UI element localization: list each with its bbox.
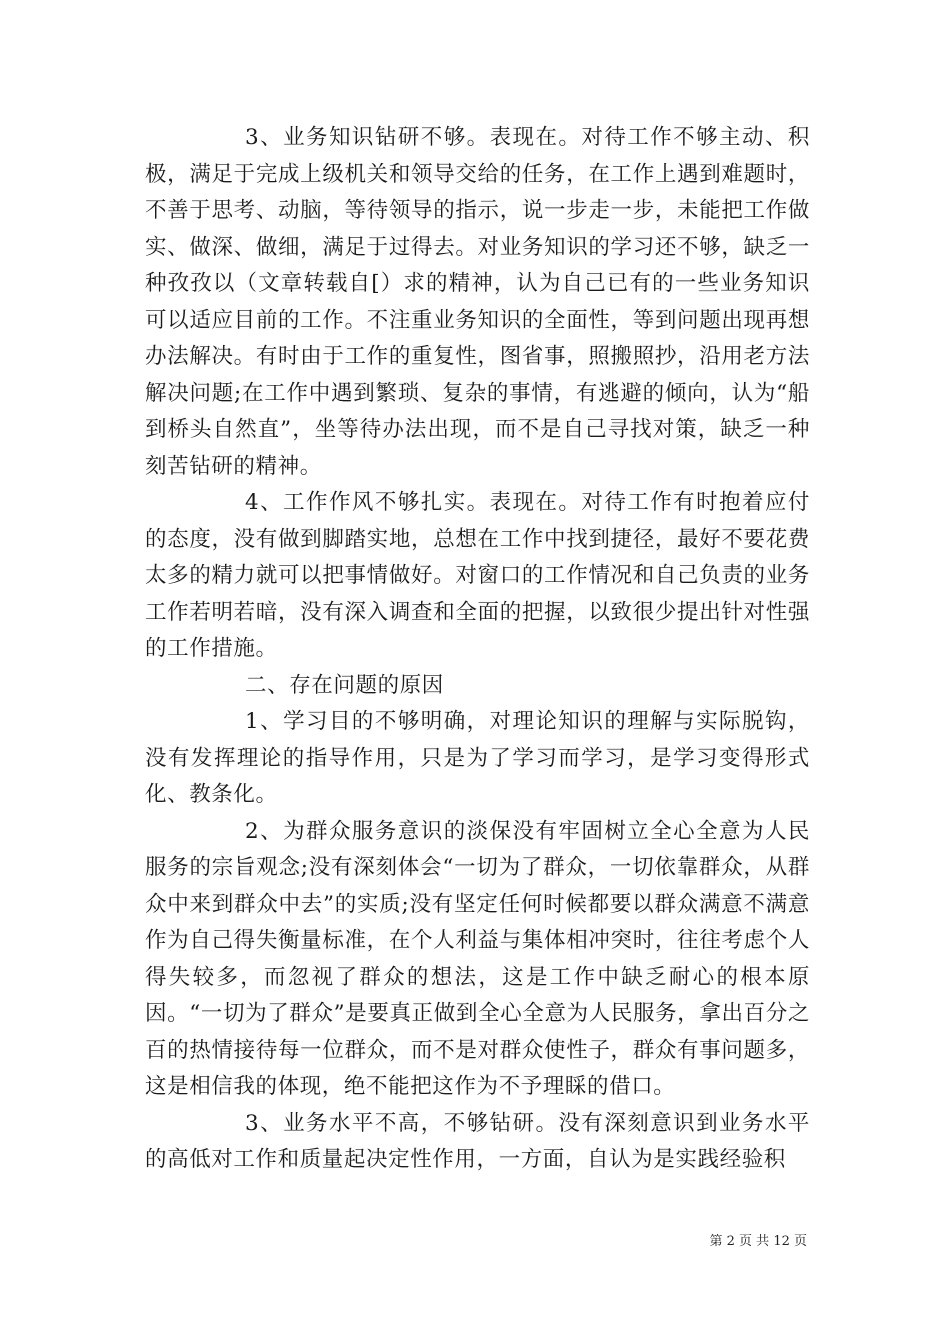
- paragraph-study-goal: 1、学习目的不够明确，对理论知识的理解与实际脱钩，没有发挥理论的指导作用，只是为了学习而学习，是学习变得形式化、教条化。: [145, 709, 810, 807]
- page-number-footer: 第 2 页 共 12 页: [709, 1234, 807, 1249]
- section-heading-causes: 二、存在问题的原因: [245, 672, 444, 698]
- paragraph-business-level: 3、业务水平不高，不够钻研。没有深刻意识到业务水平的高低对工作和质量起决定性作用，一方面，自认为是实践经验积: [145, 1110, 810, 1172]
- paragraph-business-knowledge: 3、业务知识钻研不够。表现在。对待工作不够主动、积极，满足于完成上级机关和领导交给的任务，在工作上遇到难题时，不善于思考、动脑，等待领导的指示，说一步走一步，未能把工作做实、做深、做细，满足于过得去。对业务知识的学习还不够，缺乏一种孜孜以（文章转载自[）求的精神，认为自己已有的一些业务知识可以适应目前的工作。不注重业务知识的全面性，等到问题出现再想办法解决。有时由于工作的重复性，图省事，照搬照抄，沿用老方法解决问题;在工作中遇到繁琐、复杂的事情，有逃避的倾向，认为“船到桥头自然直”，坐等待办法出现，而不是自己寻找对策，缺乏一种刻苦钻研的精神。: [145, 125, 810, 479]
- paragraph-work-style: 4、工作作风不够扎实。表现在。对待工作有时抱着应付的态度，没有做到脚踏实地，总想在工作中找到捷径，最好不要花费太多的精力就可以把事情做好。对窗口的工作情况和自己负责的业务工作若明若暗，没有深入调查和全面的把握，以致很少提出针对性强的工作措施。: [145, 490, 810, 661]
- document-body: [145, 120, 810, 1179]
- paragraph-service-awareness: 2、为群众服务意识的淡保没有牢固树立全心全意为人民服务的宗旨观念;没有深刻体会“一切为了群众，一切依靠群众，从群众中来到群众中去”的实质;没有坚定任何时候都要以群众满意不满意作为自己得失衡量标准，在个人利益与集体相冲突时，往往考虑个人得失较多，而忽视了群众的想法，这是工作中缺乏耐心的根本原因。“一切为了群众”是要真正做到全心全意为人民服务，拿出百分之百的热情接待每一位群众，而不是对群众使性子，群众有事问题多，这是相信我的体现，绝不能把这作为不予理睬的借口。: [145, 818, 810, 1099]
